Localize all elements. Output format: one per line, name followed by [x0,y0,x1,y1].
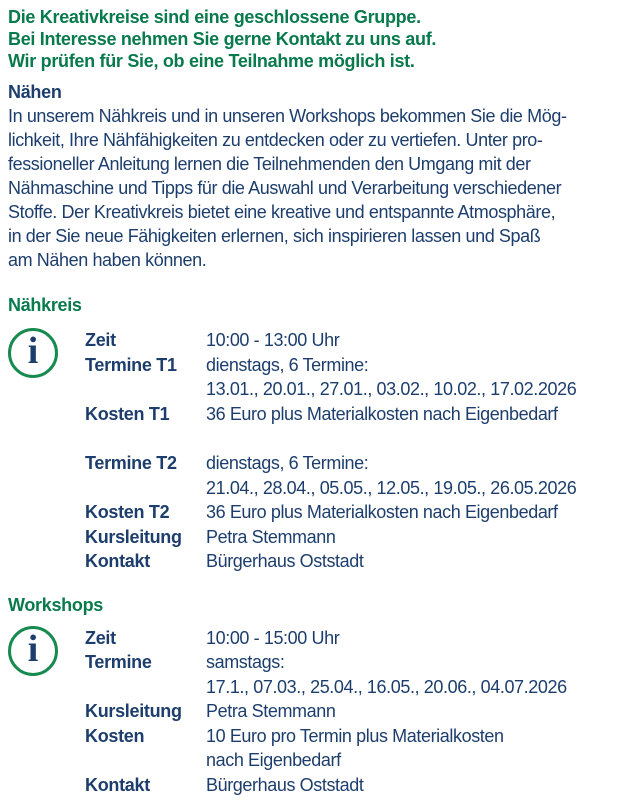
value-line: 36 Euro plus Materialkosten nach Eigenbedarf [206,502,558,522]
info-row-label: Termine T1 [85,354,177,375]
subject-paragraph [8,104,615,272]
icon-column [8,626,85,676]
info-row [85,549,615,574]
info-row [85,650,615,699]
paragraph-line: Stoffe. Der Kreativkreis bietet eine kreative und entspannte Atmosphäre, [8,202,556,222]
info-row [85,773,615,798]
info-row-value [206,626,339,651]
info-row [85,328,615,353]
icon-column [8,328,85,378]
info-row-label: Kursleitung [85,526,182,547]
paragraph-line: fessioneller Anleitung lernen die Teilnehmenden den Umgang mit der [8,154,531,174]
info-icon [8,626,58,676]
info-row-value [206,451,576,500]
value-line: 10:00 - 15:00 Uhr [206,627,340,648]
info-row [85,626,615,651]
intro-line: Wir prüfen für Sie, ob eine Teilnahme möglich ist. [8,51,415,71]
info-row-label: Kosten T2 [85,502,170,522]
value-line: samstags: [206,652,285,672]
value-line: nach Eigenbedarf [206,750,341,770]
intro-line: Bei Interesse nehmen Sie gerne Kontakt zu uns auf. [8,29,437,49]
info-row-value [206,500,558,525]
paragraph-line: Nähmaschine und Tipps für die Auswahl und Verarbeitung verschiedener [8,178,562,198]
intro-line: Die Kreativkreise sind eine geschlossene Gruppe. [8,7,421,27]
info-row-value [206,402,558,427]
info-row-label: Zeit [85,627,116,648]
info-rows [85,626,615,798]
paragraph-line: lichkeit, Ihre Nähfähigkeiten zu entdecken oder zu vertiefen. Unter pro- [8,130,543,150]
info-icon-glyph: i [27,627,39,670]
value-line: Petra Stemmann [206,701,336,721]
info-row [85,724,615,773]
paragraph-line: in der Sie neue Fähigkeiten erlernen, sich inspirieren lassen und Spaß [8,226,541,246]
info-row-label: Kosten T1 [85,403,170,424]
info-icon-glyph: i [27,330,39,372]
section-heading-workshops: Workshops [8,594,103,615]
info-row [85,500,615,525]
section-naehkreis [8,328,615,574]
info-row-value [206,353,576,402]
info-row [85,451,615,500]
info-row-label: Kursleitung [85,701,182,721]
value-line: Petra Stemmann [206,526,336,547]
paragraph-line: In unserem Nähkreis und in unseren Workshops bekommen Sie die Mög- [8,106,567,126]
info-row-value [206,724,504,773]
value-line: Bürgerhaus Oststadt [206,774,364,795]
value-line: 21.04., 28.04., 05.05., 12.05., 19.05., 26.05.2026 [206,477,577,498]
value-line: dienstags, 6 Termine: [206,354,369,375]
info-row [85,402,615,427]
info-row [85,699,615,724]
info-row-label: Kontakt [85,551,150,571]
section-heading-naehkreis: Nähkreis [8,295,82,315]
info-row-label: Termine [85,652,152,672]
info-row-value [206,328,339,353]
info-row-value [206,773,364,798]
info-row-value [206,699,335,724]
row-spacer [85,426,615,451]
value-line: 10:00 - 13:00 Uhr [206,330,340,350]
info-row-label: Termine T2 [85,453,177,473]
section-workshops [8,626,615,798]
info-row-value [206,525,335,550]
info-row [85,525,615,550]
value-line: 17.1., 07.03., 25.04., 16.05., 20.06., 04.07.2026 [206,676,567,697]
info-icon [8,328,58,378]
info-row-label: Zeit [85,330,116,350]
value-line: dienstags, 6 Termine: [206,453,369,473]
value-line: 36 Euro plus Materialkosten nach Eigenbedarf [206,403,558,424]
info-row-value [206,650,567,699]
paragraph-line: am Nähen haben können. [8,250,207,270]
intro-block [8,6,615,72]
info-rows [85,328,615,574]
value-line: 13.01., 20.01., 27.01., 03.02., 10.02., 17.02.2026 [206,379,577,399]
info-row-label: Kosten [85,725,145,746]
subject-heading: Nähen [8,82,62,102]
info-row-label: Kontakt [85,774,150,795]
value-line: Bürgerhaus Oststadt [206,551,364,571]
info-row [85,353,615,402]
info-row-value [206,549,364,574]
value-line: 10 Euro pro Termin plus Materialkosten [206,725,504,746]
